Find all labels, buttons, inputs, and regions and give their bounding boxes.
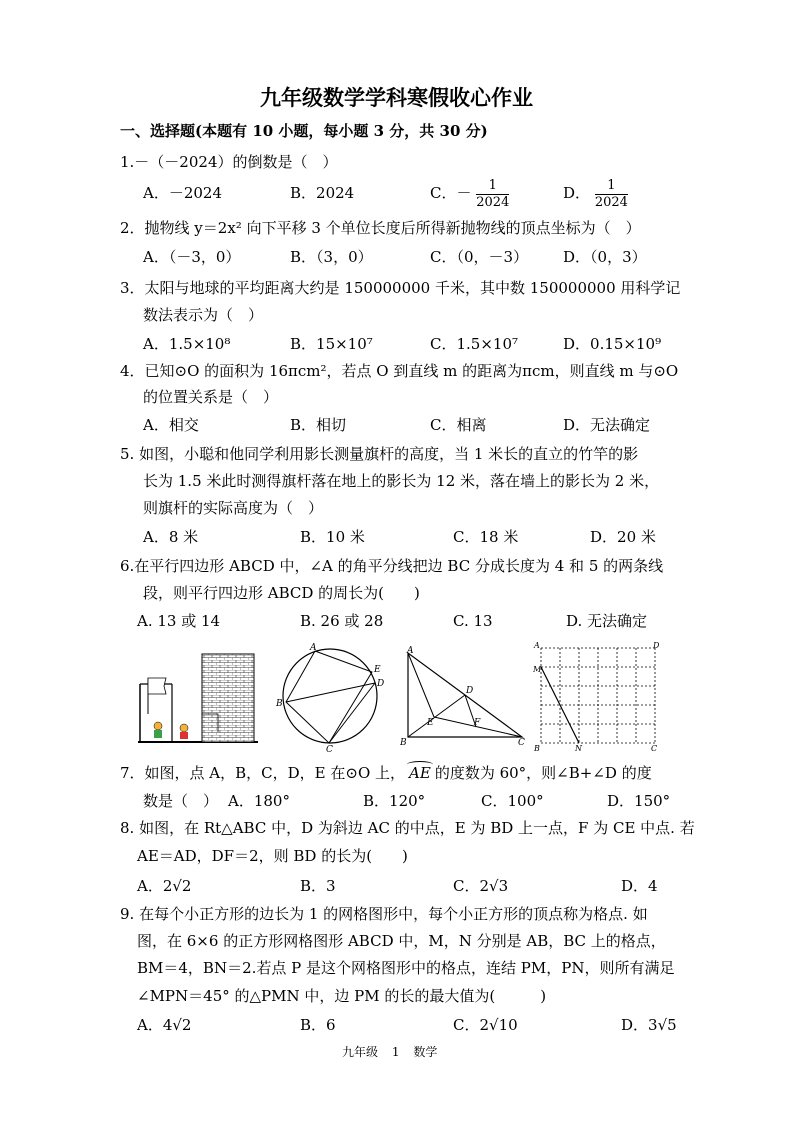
q2-option-c[interactable]: C．（0，－3） [430,248,529,266]
label-a: A [534,641,540,650]
q2-option-b[interactable]: B．（3，0） [290,248,373,266]
figure-circle [270,642,400,754]
question-8-line-2: AE＝AD，DF＝2，则 BD 的长为( ) [137,847,408,865]
q1-option-d-fraction: $\frac{1}{2024}$ [594,177,628,210]
footer [342,1042,437,1062]
label-c: C [651,744,658,752]
q8-option-b[interactable]: B．3 [300,877,336,895]
flag-icon [148,678,166,694]
question-1-stem: 1.－（－2024）的倒数是（ ） [120,153,338,171]
q9-option-b[interactable]: B．6 [300,1016,336,1034]
figure-flagpole-shadow [136,650,260,744]
q1-option-a[interactable]: A．－2024 [143,184,223,202]
q5-option-b[interactable]: B．10 米 [300,528,365,546]
label-c: C [518,738,525,747]
footer-grade: 九年级 [342,1045,379,1059]
footer-subject: 数学 [413,1045,438,1059]
question-4-line-2: 的位置关系是（ ） [143,388,279,406]
student-body [154,730,162,738]
label-b: B [276,699,283,709]
student-2-icon [180,724,188,732]
q5-option-d[interactable]: D．20 米 [590,528,656,546]
question-9-line-2: 图，在 6×6 的正方形网格图形 ABCD 中，M，N 分别是 AB，BC 上的格点， [137,932,666,950]
brick-wall [202,654,254,742]
question-9-line-1: 9. 在每个小正方形的边长为 1 的网格图形中，每个小正方形的顶点称为格点. 如 [120,905,648,923]
q7-option-b[interactable]: B．120° [363,792,426,810]
label-d: D [377,679,385,689]
q1-option-d[interactable]: D． $\frac{1}{2024}$ [563,177,628,210]
label-a: A [310,643,317,653]
question-9-line-4: ∠MPN＝45° 的△PMN 中，边 PM 的长的最大值为( ) [137,987,547,1005]
q6-option-b[interactable]: B. 26 或 28 [300,612,384,630]
question-8-line-1: 8. 如图，在 Rt△ABC 中，D 为斜边 AC 的中点，E 为 BD 上一点，F 为 CE 中点. 若 [120,819,695,837]
circle-o [283,649,377,743]
q8-option-c[interactable]: C．2√3 [453,877,509,895]
q9-option-d[interactable]: D．3√5 [621,1016,677,1034]
q1-option-c[interactable]: C．－ $\frac{1}{2024}$ [430,177,510,210]
label-f: F [474,718,481,728]
label-m: M [533,665,542,674]
question-5-line-1: 5. 如图，小聪和他同学利用影长测量旗杆的高度，当 1 米长的直立的竹竿的影 [120,445,639,463]
q9-option-a[interactable]: A．4√2 [137,1016,192,1034]
q1-option-c-fraction: $\frac{1}{2024}$ [476,177,510,210]
student-2-body [180,732,188,739]
question-7-line-1: 7．如图，点 A，B，C，D，E 在⊙O 上， AE 的度数为 60°，则∠B+∠D 的度 [120,763,652,783]
label-d: D [653,641,660,650]
label-b: B [534,744,540,752]
footer-page-number: 1 [391,1045,400,1059]
q4-option-b[interactable]: B．相切 [290,416,347,434]
student-icon [154,722,162,730]
q2-option-a[interactable]: A．（－3，0） [143,248,241,266]
q5-option-c[interactable]: C．18 米 [453,528,519,546]
q1-option-b[interactable]: B．2024 [290,184,355,202]
q8-option-d[interactable]: D．4 [621,877,658,895]
q3-option-c[interactable]: C．1.5×10⁷ [430,335,519,353]
question-4-line-1: 4．已知⊙O 的面积为 16πcm²，若点 O 到直线 m 的距离为πcm，则直线 m 与⊙O [120,362,679,380]
question-5-line-2: 长为 1.5 米此时测得旗杆落在地上的影长为 12 米，落在墙上的影长为 2 米， [143,472,660,490]
figure-right-triangle [400,645,530,747]
question-5-line-3: 则旗杆的实际高度为（ ） [143,499,324,517]
q6-option-c[interactable]: C. 13 [453,612,493,630]
q9-option-c[interactable]: C．2√10 [453,1016,518,1034]
q6-option-d[interactable]: D. 无法确定 [566,612,648,630]
question-2-stem: 2．抛物线 y＝2x² 向下平移 3 个单位长度后所得新抛物线的顶点坐标为（ ） [120,219,641,237]
q3-option-a[interactable]: A．1.5×10⁸ [143,335,231,353]
arc-ae-symbol: AE [405,763,435,783]
q7-option-a[interactable]: A．180° [228,792,290,810]
question-6-line-2: 段，则平行四边形 ABCD 的周长为( ) [143,584,420,602]
question-3-line-1: 3．太阳与地球的平均距离大约是 150000000 千米，其中数 150000000 用科学记 [120,279,681,297]
q4-option-c[interactable]: C．相离 [430,416,487,434]
q5-option-a[interactable]: A．8 米 [143,528,199,546]
label-n: N [575,744,582,752]
section-heading: 一、选择题(本题有 10 小题，每小题 3 分，共 30 分) [120,122,488,140]
question-3-line-2: 数法表示为（ ） [143,306,264,324]
q7-option-c[interactable]: C．100° [481,792,544,810]
label-c: C [326,745,333,754]
figure-grid [533,640,663,752]
q8-option-a[interactable]: A．2√2 [137,877,192,895]
label-e: E [427,718,434,728]
q3-option-d[interactable]: D．0.15×10⁹ [563,335,662,353]
q3-option-b[interactable]: B．15×10⁷ [290,335,373,353]
grid-lines [541,648,655,743]
q6-option-a[interactable]: A. 13 或 14 [137,612,221,630]
label-e: E [374,665,381,675]
q4-option-d[interactable]: D．无法确定 [563,416,651,434]
question-7-line-2: 数是（ ） [143,792,219,810]
q2-option-d[interactable]: D．（0，3） [563,248,647,266]
q7-option-d[interactable]: D．150° [607,792,671,810]
label-a: A [407,646,414,656]
page-title: 九年级数学学科寒假收心作业 [260,86,533,110]
question-6-line-1: 6.在平行四边形 ABCD 中，∠A 的角平分线把边 BC 分成长度为 4 和 5 的两条线 [120,557,664,575]
question-9-line-3: BM＝4，BN＝2.若点 P 是这个网格图形中的格点，连结 PM，PN，则所有满足 [137,959,675,977]
label-b: B [400,738,407,747]
label-d: D [466,686,474,696]
q4-option-a[interactable]: A．相交 [143,416,199,434]
